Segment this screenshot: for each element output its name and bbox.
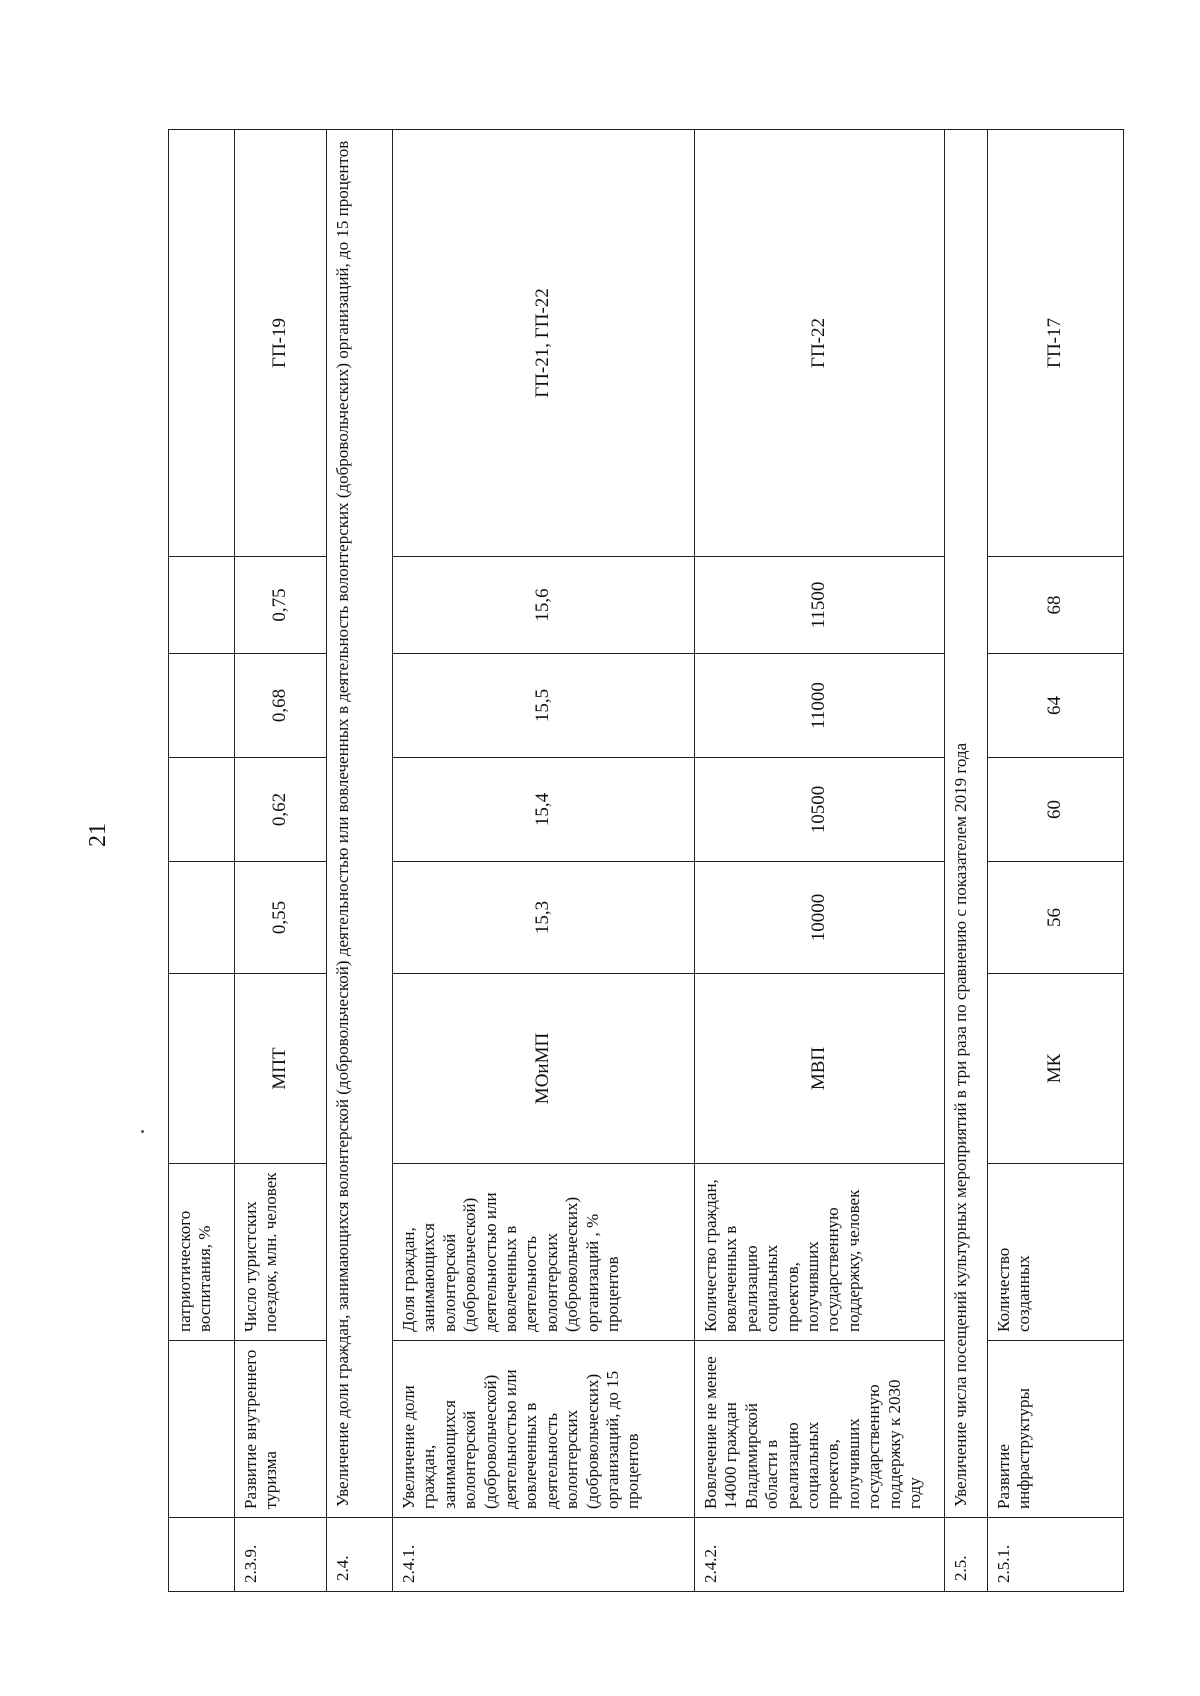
value-2: 60 [988, 758, 1124, 862]
table-row [235, 130, 327, 1592]
value-4 [169, 557, 235, 654]
section-row [327, 130, 393, 1592]
row-number: 2.4.2. [695, 1518, 945, 1592]
indicator-name: патриотического воспитания, % [169, 1164, 235, 1341]
program-code: ГП-17 [988, 130, 1124, 557]
row-number: 2.5.1. [988, 1518, 1124, 1592]
indicator-name: Количество созданных [988, 1164, 1124, 1341]
task-name: Увеличение доли граждан, занимающихся волонтерской (добровольческой) деятельностью или вовлеченных в деятельность волонтерских (добровольческих) организаций, до 15 процентов [393, 1341, 695, 1518]
value-2 [169, 758, 235, 862]
executor: МВП [695, 974, 945, 1164]
value-4: 0,75 [235, 557, 327, 654]
row-number: 2.3.9. [235, 1518, 327, 1592]
indicator-name: Количество граждан, вовлеченных в реализацию социальных проектов, получивших государственную поддержку, человек [695, 1164, 945, 1341]
value-2: 10500 [695, 758, 945, 862]
value-4: 15,6 [393, 557, 695, 654]
table-row [988, 130, 1124, 1592]
task-name: Развитие внутреннего туризма [235, 1341, 327, 1518]
value-4: 68 [988, 557, 1124, 654]
section-number: 2.4. [327, 1518, 393, 1592]
value-2: 15,4 [393, 758, 695, 862]
table-row [393, 130, 695, 1592]
value-3: 0,68 [235, 654, 327, 758]
value-1 [169, 862, 235, 974]
page-number: 21 [85, 823, 111, 847]
program-code: ГП-21, ГП-22 [393, 130, 695, 557]
value-1: 15,3 [393, 862, 695, 974]
rotated-table-container [168, 130, 1123, 1592]
executor: МК [988, 974, 1124, 1164]
program-code: ГП-19 [235, 130, 327, 557]
executor: МПТ [235, 974, 327, 1164]
scan-dot [141, 1130, 144, 1133]
table-row [695, 130, 945, 1592]
task-name: Вовлечение не менее 14000 граждан Владимирской области в реализацию социальных проектов, получивших государственную поддержку к 2030 году [695, 1341, 945, 1518]
value-4: 11500 [695, 557, 945, 654]
row-number [169, 1518, 235, 1592]
indicators-table [168, 129, 1124, 1592]
value-1: 10000 [695, 862, 945, 974]
section-title: Увеличение числа посещений культурных мероприятий в три раза по сравнению с показателем 2019 года [945, 130, 988, 1518]
value-3: 15,5 [393, 654, 695, 758]
section-title: Увеличение доли граждан, занимающихся волонтерской (добровольческой) деятельностью или вовлеченных в деятельность волонтерских (добровольческих) организаций, до 15 процентов [327, 130, 393, 1518]
task-name [169, 1341, 235, 1518]
value-3: 64 [988, 654, 1124, 758]
indicator-name: Доля граждан, занимающихся волонтерской (добровольческой) деятельностью или вовлеченных в деятельность волонтерских (добровольческих) организаций , % процентов [393, 1164, 695, 1341]
table-row [169, 130, 235, 1592]
value-1: 0,55 [235, 862, 327, 974]
section-number: 2.5. [945, 1518, 988, 1592]
executor [169, 974, 235, 1164]
program-code: ГП-22 [695, 130, 945, 557]
task-name: Развитие инфраструктуры [988, 1341, 1124, 1518]
value-3 [169, 654, 235, 758]
value-3: 11000 [695, 654, 945, 758]
executor: МОиМП [393, 974, 695, 1164]
section-row [945, 130, 988, 1592]
value-1: 56 [988, 862, 1124, 974]
indicator-name: Число туристских поездок, млн. человек [235, 1164, 327, 1341]
program-code [169, 130, 235, 557]
value-2: 0,62 [235, 758, 327, 862]
row-number: 2.4.1. [393, 1518, 695, 1592]
